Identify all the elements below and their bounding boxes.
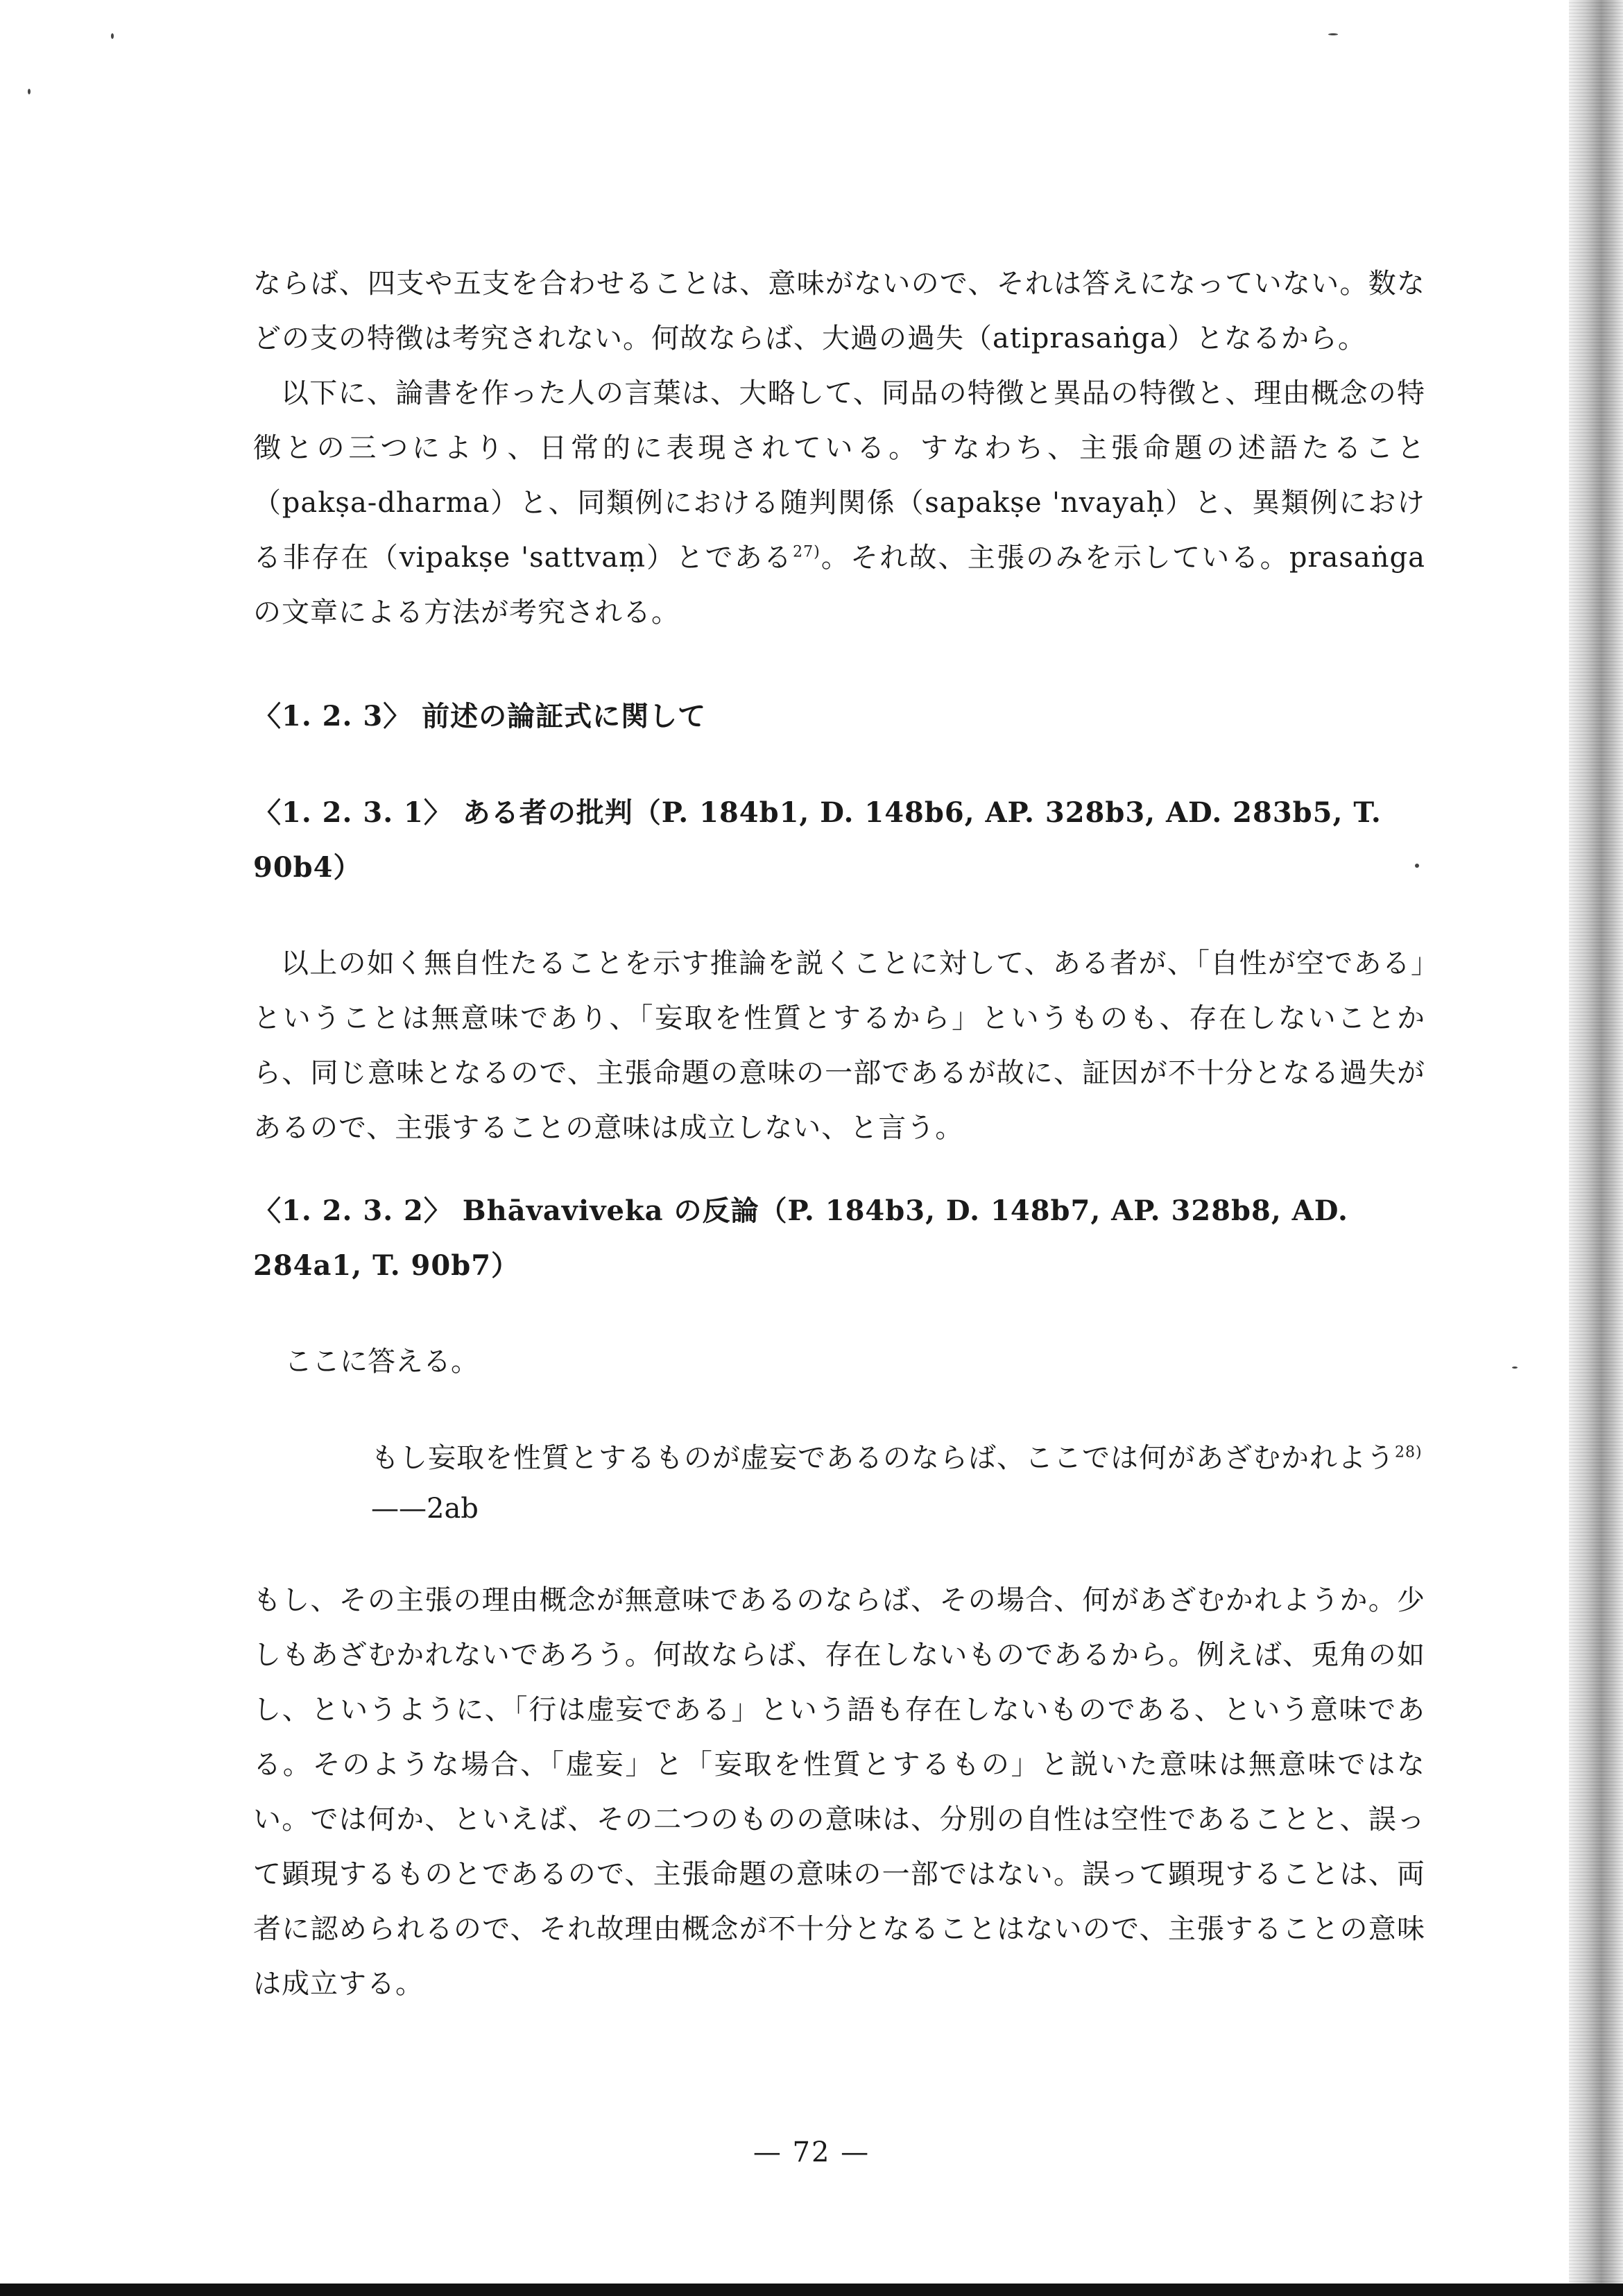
- footnote-ref: 27): [793, 543, 821, 561]
- document-body: [253, 257, 1425, 2012]
- paragraph-continuation: ならば、四支や五支を合わせることは、意味がないので、それは答えになっていない。数などの支の特徴は考究されない。何故ならば、大過の過失（atiprasaṅga）となるから。: [253, 268, 1425, 354]
- section-heading: 〈1. 2. 3. 2〉 Bhāvaviveka の反論（P. 184b3, D. 148b7, AP. 328b8, AD. 284a1, T. 90b7）: [253, 1194, 1348, 1282]
- scan-speck: [1328, 33, 1338, 35]
- verse-text: もし妄取を性質とするものが虚妄であるのならば、ここでは何があざむかれよう: [371, 1442, 1395, 1474]
- scan-speck: [1512, 1367, 1518, 1369]
- scan-bottom-border: [0, 2284, 1623, 2296]
- paragraph-text: 以下に、論書を作った人の言葉は、大略して、同品の特徴と異品の特徴と、理由概念の特徴との三つにより、日常的に表現されている。すなわち、主張命題の述語たること（pakṣa-dharma）と、同類例における随判関係（sapakṣe 'nvayaḥ）と、異類例における非存在（vipakṣe 'sattvaṃ）とである: [253, 377, 1425, 574]
- verse-quote: [371, 1431, 1425, 1486]
- scan-edge-shadow: [1569, 0, 1623, 2296]
- page-number: — 72 —: [753, 2136, 870, 2168]
- answer-line: ここに答える。: [284, 1346, 479, 1378]
- paragraph-three-characteristics: [253, 366, 1425, 640]
- paragraph-reply: もし、その主張の理由概念が無意味であるのならば、その場合、何があざむかれようか。少しもあざむかれないであろう。何故ならば、存在しないものであるから。例えば、兎角の如し、というように、「行は虚妄である」という語も存在しないものである、という意味である。そのような場合、「虚妄」と「妄取を性質とするもの」と説いた意味は無意味ではない。では何か、といえば、その二つのものの意味は、分別の自性は空性であることと、誤って顕現するものとであるので、主張命題の意味の一部ではない。誤って顕現することは、両者に認められるので、それ故理由概念が不十分となることはないので、主張することの意味は成立する。: [253, 1584, 1425, 2000]
- paragraph-objection: 以上の如く無自性たることを示す推論を説くことに対して、ある者が、「自性が空である」ということは無意味であり、「妄取を性質とするから」というものも、存在しないことから、同じ意味となるので、主張命題の意味の一部であるが故に、証因が不十分となる過失があるので、主張することの意味は成立しない、と言う。: [253, 948, 1425, 1144]
- scan-speck: [28, 89, 31, 94]
- verse-reference: ——2ab: [371, 1493, 479, 1525]
- paragraph-text: 。それ故、主張のみを示している。prasaṅga の文章による方法が考究される。: [253, 542, 1425, 628]
- section-heading: 〈1. 2. 3〉 前述の論証式に関して: [253, 700, 707, 733]
- scan-speck: [111, 33, 114, 39]
- section-heading: 〈1. 2. 3. 1〉 ある者の批判（P. 184b1, D. 148b6, AP. 328b3, AD. 283b5, T. 90b4）: [253, 796, 1382, 884]
- footnote-ref: 28): [1395, 1443, 1423, 1462]
